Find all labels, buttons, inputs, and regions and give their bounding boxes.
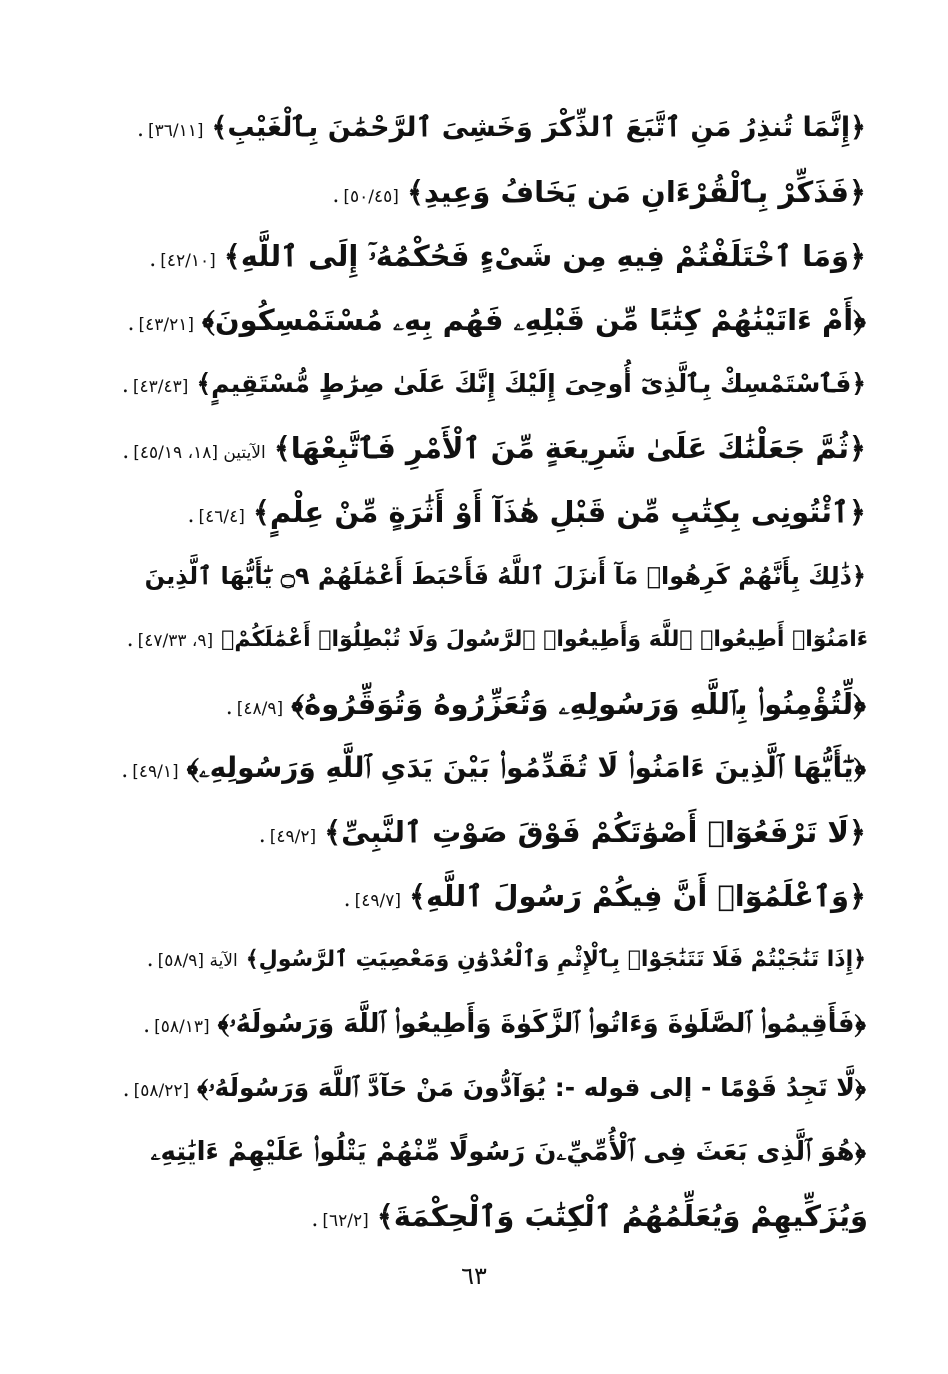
full-stop: . (137, 117, 144, 142)
verse-line (120, 416, 866, 480)
full-stop: . (126, 627, 134, 652)
full-stop: . (332, 183, 340, 208)
full-stop: . (127, 311, 135, 336)
full-stop: . (343, 887, 351, 912)
verse-line (120, 608, 868, 672)
full-stop: . (149, 247, 157, 272)
full-stop: . (121, 373, 129, 398)
verse-text: ﴿فَذَكِّرْ بِٱلْقُرْءَانِ مَن يَخَافُ وَعِيدِ﴾ (406, 175, 866, 209)
verse-text: ﴿لَّا تَجِدُ قَوْمًا - إلى قوله -: يُوَآدُّونَ مَنْ حَآدَّ ٱللَّهَ وَرَسُولَهُۥ﴾ (197, 1073, 866, 1102)
verse-line (120, 96, 866, 160)
verse-text: ﴿ٱئْتُونِى بِكِتَٰبٍ مِّن قَبْلِ هَٰذَآ أَوْ أَثَٰرَةٍ مِّنْ عِلْمٍ﴾ (252, 495, 866, 529)
verse-reference: [٤٢/١٠] (160, 251, 216, 271)
verse-text: ﴿ثُمَّ جَعَلْنَٰكَ عَلَىٰ شَرِيعَةٍ مِّنَ ٱلْأَمْرِ فَٱتَّبِعْهَا﴾ (273, 431, 866, 465)
verse-line (120, 1056, 866, 1120)
verse-line (120, 672, 866, 736)
full-stop: . (187, 503, 195, 528)
verse-text: ﴿يَٰٓأَيُّهَا ٱلَّذِينَ ءَامَنُوا۟ لَا تُقَدِّمُوا۟ بَيْنَ يَدَىِ ٱللَّهِ وَرَسُولِهِۦ﴾ (186, 751, 866, 784)
verse-text: ﴿لَا تَرْفَعُوٓا۟ أَصْوَٰتَكُمْ فَوْقَ صَوْتِ ٱلنَّبِىِّ﴾ (324, 815, 866, 849)
full-stop: . (143, 1013, 151, 1038)
verse-text: ﴿إِنَّمَا تُنذِرُ مَنِ ٱتَّبَعَ ٱلذِّكْرَ وَخَشِىَ ٱلرَّحْمَٰنَ بِٱلْغَيْبِ﴾ (211, 112, 866, 143)
verse-reference: [٥٨/١٣] (154, 1017, 210, 1037)
verse-line (120, 736, 866, 800)
verse-reference: [٤٩/٢] (269, 827, 317, 847)
full-stop: . (121, 758, 129, 783)
full-stop: . (311, 1207, 319, 1232)
verse-text: ﴿ذَٰلِكَ بِأَنَّهُمْ كَرِهُوا۟ مَآ أَنزَلَ ٱللَّهُ فَأَحْبَطَ أَعْمَٰلَهُمْ ۝٩ يَٰٓأَيُّهَا ٱلَّذِينَ (144, 562, 866, 590)
verse-text: ﴿هُوَ ٱلَّذِى بَعَثَ فِى ٱلْأُمِّيِّۦنَ رَسُولًا مِّنْهُمْ يَتْلُوا۟ عَلَيْهِمْ ءَايَٰتِهِۦ (150, 1137, 866, 1167)
verse-line (120, 1184, 868, 1248)
verse-reference: [٤٦/٤] (198, 507, 245, 527)
verse-reference: [٥٨/٢٢] (133, 1081, 190, 1101)
verse-line (120, 864, 866, 928)
verse-reference: [٤٨/٩] (236, 699, 284, 719)
verse-text: ﴿أَمْ ءَاتَيْنَٰهُمْ كِتَٰبًا مِّن قَبْلِهِۦ فَهُم بِهِۦ مُسْتَمْسِكُونَ﴾ (202, 303, 866, 337)
verse-text: ﴿وَٱعْلَمُوٓا۟ أَنَّ فِيكُمْ رَسُولَ ٱللَّهِ﴾ (409, 879, 866, 913)
verse-reference: الآيتين [١٨، ٤٥/١٩] (133, 443, 266, 463)
verse-text: ﴿فَأَقِيمُوا۟ ٱلصَّلَوٰةَ وَءَاتُوا۟ ٱلزَّكَوٰةَ وَأَطِيعُوا۟ ٱللَّهَ وَرَسُولَهُۥ﴾ (217, 1009, 866, 1039)
verse-list (120, 96, 866, 1248)
full-stop: . (122, 439, 130, 464)
full-stop: . (122, 1077, 130, 1102)
full-stop: . (258, 823, 266, 848)
verse-text: ﴿وَمَا ٱخْتَلَفْتُمْ فِيهِ مِن شَىْءٍ فَحُكْمُهُۥٓ إِلَى ٱللَّهِ﴾ (223, 239, 866, 273)
page-number: ٦٣ (461, 1262, 487, 1290)
verse-reference: [٤٩/٧] (354, 891, 401, 911)
full-stop: . (225, 695, 233, 720)
verse-line (120, 800, 866, 864)
verse-line (120, 480, 866, 544)
verse-text: ﴿إِذَا تَنَٰجَيْتُمْ فَلَا تَتَنَٰجَوْا۟ بِٱلْإِثْمِ وَٱلْعُدْوَٰنِ وَمَعْصِيَتِ ٱلرَّسُولِ﴾ (245, 947, 866, 972)
verse-line (120, 352, 866, 416)
verse-text: وَيُزَكِّيهِمْ وَيُعَلِّمُهُمُ ٱلْكِتَٰبَ وَٱلْحِكْمَةَ﴾ (376, 1199, 868, 1233)
verse-line (120, 224, 866, 288)
verse-text: ﴿فَٱسْتَمْسِكْ بِٱلَّذِىٓ أُوحِىَ إِلَيْكَ إِنَّكَ عَلَىٰ صِرَٰطٍ مُّسْتَقِيمٍ﴾ (196, 369, 866, 398)
verse-line (120, 544, 866, 608)
verse-reference: [٩، ٤٧/٣٣] (137, 631, 214, 651)
verse-reference: الآية [٥٨/٩] (157, 951, 238, 971)
verse-line (120, 160, 866, 224)
verse-line (120, 928, 866, 992)
verse-reference: [٤٣/٢١] (138, 315, 195, 335)
verse-text: ءَامَنُوٓا۟ أَطِيعُوا۟ ٱللَّهَ وَأَطِيعُوا۟ ٱلرَّسُولَ وَلَا تُبْطِلُوٓا۟ أَعْمَٰلَكُمْ﴾ (221, 627, 868, 652)
verse-reference: [٤٩/١] (132, 762, 179, 782)
verse-line (120, 1120, 866, 1184)
verse-text: ﴿لِّتُؤْمِنُوا۟ بِٱللَّهِ وَرَسُولِهِۦ وَتُعَزِّرُوهُ وَتُوَقِّرُوهُ﴾ (291, 687, 866, 721)
verse-reference: [٣٦/١١] (148, 121, 204, 141)
verse-line (120, 288, 866, 352)
verse-reference: [٦٢/٢] (322, 1211, 369, 1231)
verse-reference: [٥٠/٤٥] (343, 187, 399, 207)
verse-line (120, 992, 866, 1056)
verse-reference: [٤٣/٤٣] (132, 377, 189, 397)
full-stop: . (146, 947, 154, 972)
